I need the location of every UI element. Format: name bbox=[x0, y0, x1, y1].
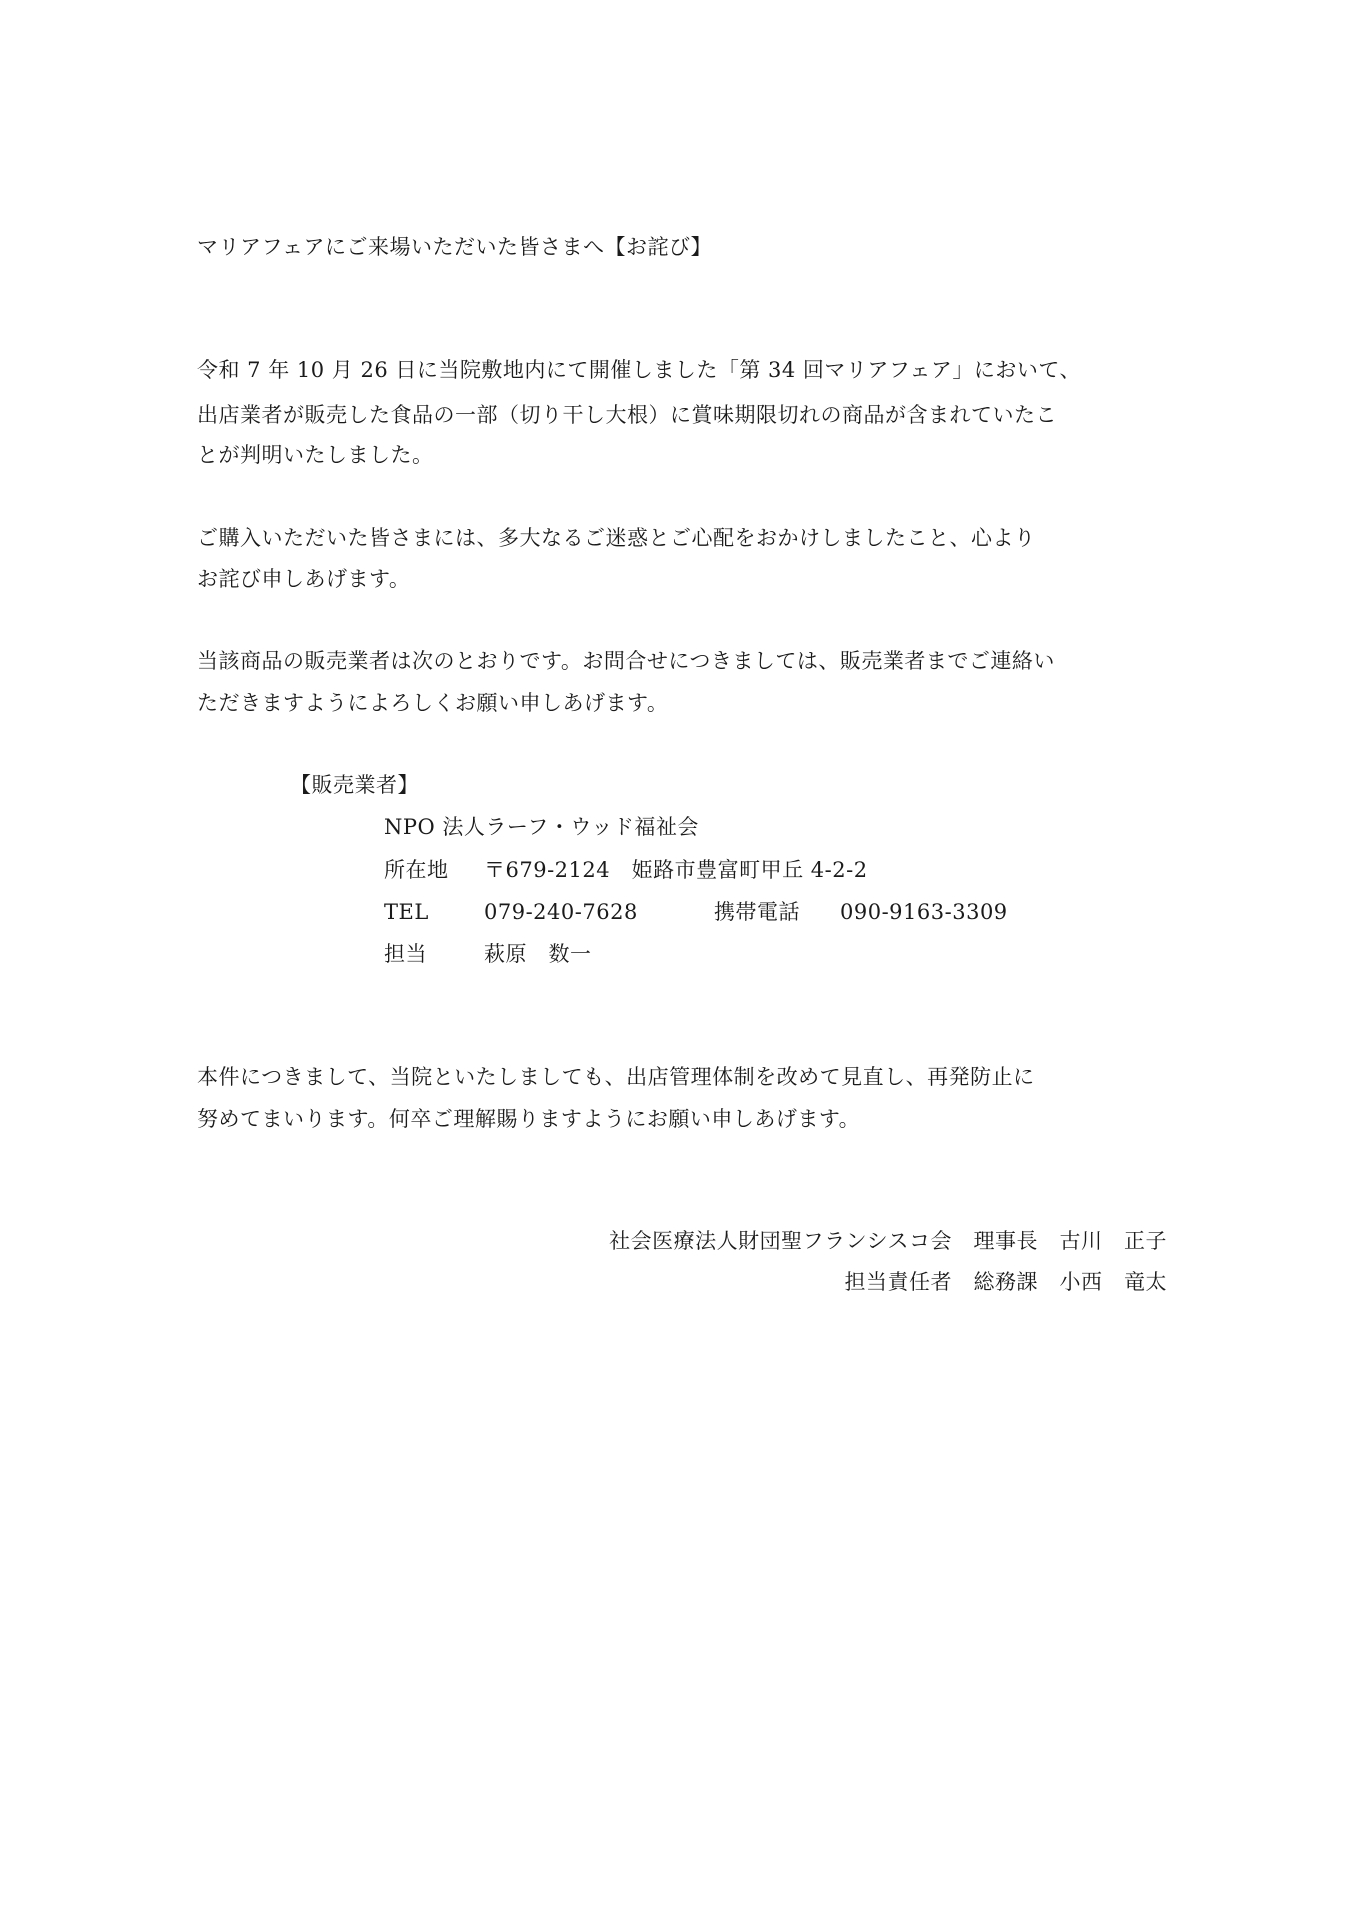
vendor-contact-value: 萩原 数一 bbox=[484, 942, 592, 966]
vendor-heading: 【販売業者】 bbox=[290, 773, 419, 797]
vendor-tel-value: 079-240-7628 bbox=[484, 900, 638, 924]
vendor-contact-label: 担当 bbox=[384, 942, 427, 966]
vendor-name: NPO 法人ラーフ・ウッド福祉会 bbox=[384, 815, 699, 839]
signature-line-2: 担当責任者 総務課 小西 竜太 bbox=[844, 1270, 1167, 1294]
vendor-address-value: 〒679-2124 姫路市豊富町甲丘 4-2-2 bbox=[484, 858, 868, 882]
paragraph-3-line-2: ただきますようによろしくお願い申しあげます。 bbox=[197, 691, 669, 715]
signature-line-1: 社会医療法人財団聖フランシスコ会 理事長 古川 正子 bbox=[609, 1229, 1167, 1253]
paragraph-2-line-2: お詫び申しあげます。 bbox=[197, 567, 411, 591]
paragraph-1-line-3: とが判明いたしました。 bbox=[197, 443, 434, 467]
vendor-mobile-label: 携帯電話 bbox=[714, 900, 800, 924]
vendor-mobile-value: 090-9163-3309 bbox=[840, 900, 1008, 924]
document-title: マリアフェアにご来場いただいた皆さまへ【お詫び】 bbox=[197, 235, 712, 259]
paragraph-2-line-1: ご購入いただいた皆さまには、多大なるご迷惑とご心配をおかけしましたこと、心より bbox=[197, 526, 1036, 550]
vendor-tel-label: TEL bbox=[384, 900, 429, 924]
paragraph-1-line-2: 出店業者が販売した食品の一部（切り干し大根）に賞味期限切れの商品が含まれていたこ bbox=[197, 403, 1057, 427]
paragraph-1-line-1: 令和 7 年 10 月 26 日に当院敷地内にて開催しました「第 34 回マリアフェア」において、 bbox=[197, 358, 1081, 382]
vendor-address-label: 所在地 bbox=[384, 858, 449, 882]
paragraph-4-line-2: 努めてまいります。何卒ご理解賜りますようにお願い申しあげます。 bbox=[197, 1107, 861, 1131]
paragraph-3-line-1: 当該商品の販売業者は次のとおりです。お問合せにつきましては、販売業者までご連絡い bbox=[197, 649, 1055, 673]
paragraph-4-line-1: 本件につきまして、当院といたしましても、出店管理体制を改めて見直し、再発防止に bbox=[197, 1065, 1035, 1089]
